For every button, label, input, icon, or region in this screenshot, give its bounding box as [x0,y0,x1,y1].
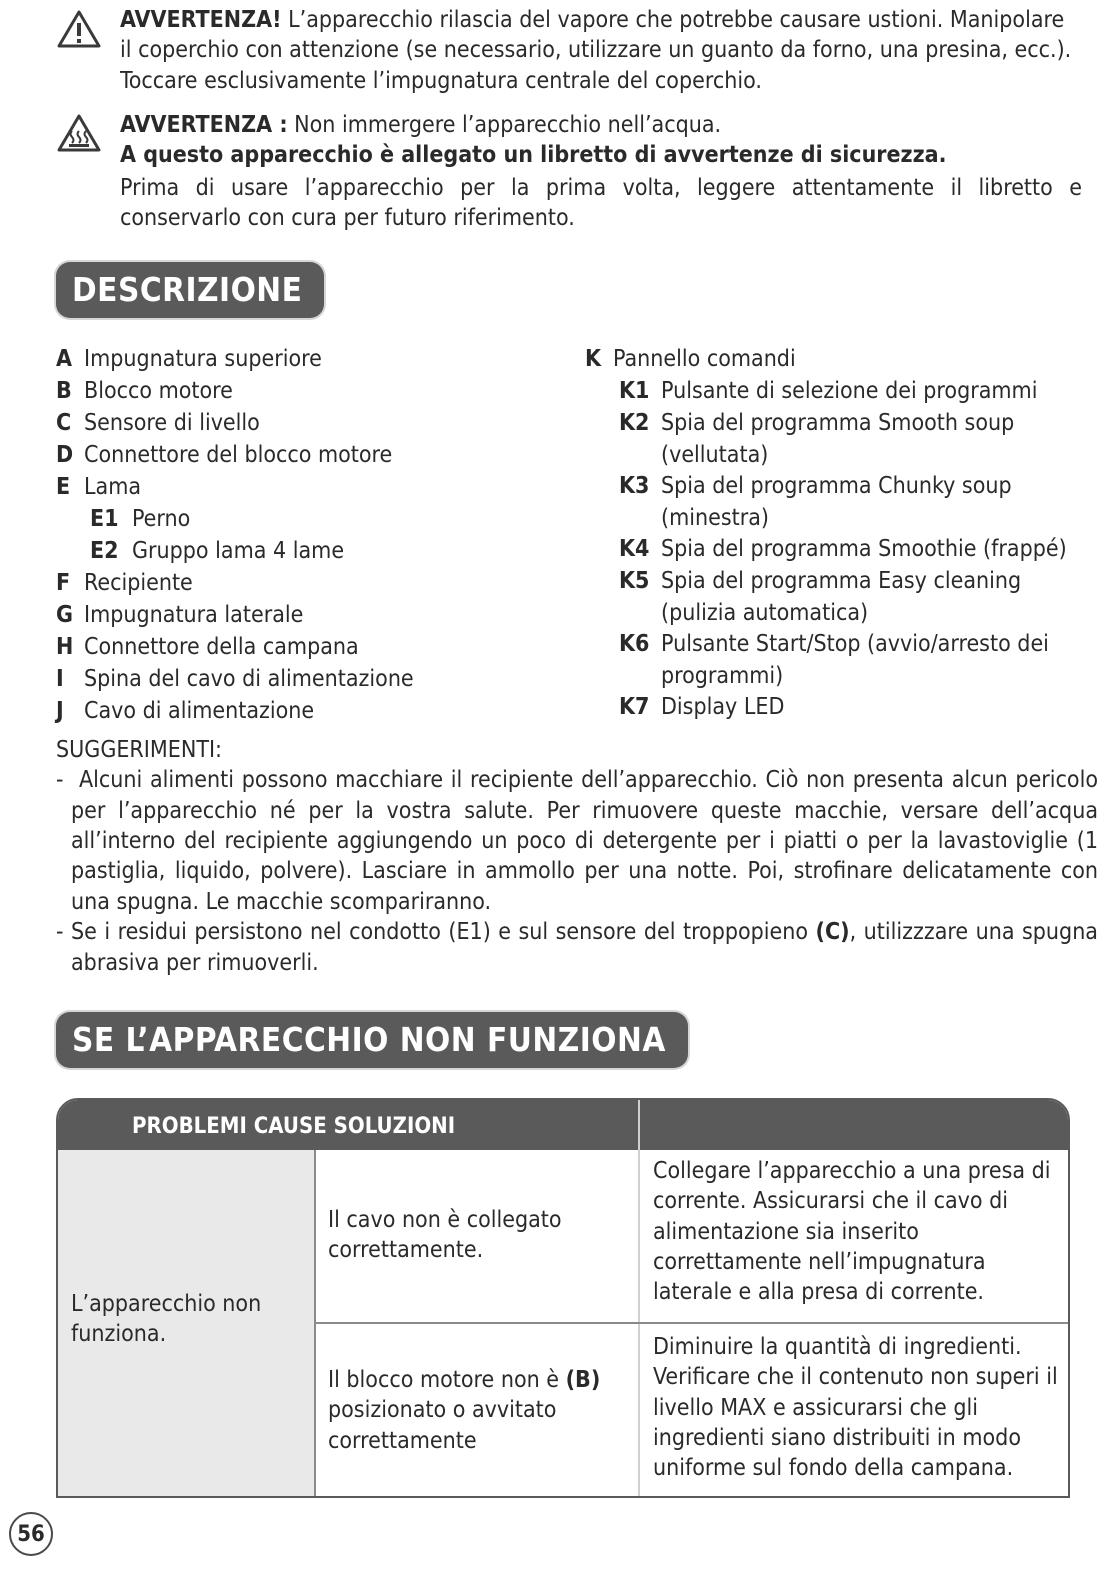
warning-2-text: Non immergere l’apparecchio nell’acqua. [287,112,722,138]
tip-2-text-a: Se i residui persistono nel condotto (E1) e sul sensore del troppopieno [71,919,816,946]
description-item-d [56,440,414,472]
description-label: Sensore di livello [84,410,260,436]
description-item-k6 [585,629,1067,661]
solution-2: Diminuire la quantità di ingredienti. Verificare che il contenuto non superi il livello MAX e assicurarsi che gli ingredienti siano distribuiti in modo uniforme sul fondo della campana. [653,1334,1058,1482]
description-key: J [56,698,64,724]
description-item-k [585,344,1067,376]
description-item-c [56,408,414,440]
description-label: Spia del programma Smooth soup [661,410,1015,436]
description-label: Blocco motore [84,378,233,404]
table-divider-1 [314,1150,316,1498]
warning-1-title: AVVERTENZA! [120,7,282,33]
description-label: Pannello comandi [613,346,796,372]
cause-1: Il cavo non è collegato correttamente. [328,1207,562,1264]
description-label: Cavo di alimentazione [84,698,315,724]
description-label: Spina del cavo di alimentazione [84,666,414,692]
description-item-j [56,696,414,728]
description-list-left [56,344,414,728]
tip-1: - Alcuni alimenti possono macchiare il recipiente dell’apparecchio. Ciò non presenta alcun pericolo per l’apparecchio né per la vostra salute. Per rimuovere queste macchie, versare dell’acqua all’interno del recipiente aggiungendo un poco di detergente per i piatti o per la lavastoviglie (1 pastiglia, liquido, polvere). Lasciare in ammollo per una notte. Poi, strofinare delicatamente con una spugna. Le macchie scompariranno. [56,767,1098,915]
cause-2-text-a: Il blocco motore non è [328,1367,566,1393]
description-key: E2 [90,538,119,564]
hot-steam-warning-icon [56,113,102,161]
description-key: K7 [619,694,650,720]
warning-2-text2: Prima di usare l’apparecchio per la prima volta, leggere attentamente il libretto e conservarlo con cura per futuro riferimento. [120,174,1082,232]
description-key: K3 [619,473,650,499]
description-key: K1 [619,378,650,404]
description-label-continuation: (minestra) [661,505,769,531]
description-key: E [56,474,71,500]
description-key: K4 [619,536,650,562]
description-label: Impugnatura laterale [84,602,304,628]
solution-1: Collegare l’apparecchio a una presa di corrente. Assicurarsi che il cavo di alimentazione sia inserito correttamente nell’impugnatura laterale e alla presa di corrente. [653,1158,1051,1306]
tips-title: SUGGERIMENTI: [56,737,223,763]
description-key: A [56,346,73,372]
description-label: Perno [132,506,191,532]
description-label: Impugnatura superiore [84,346,322,372]
description-label: Spia del programma Smoothie (frappé) [661,536,1067,562]
description-key: K [585,346,602,372]
troubleshooting-table [56,1098,1070,1498]
description-item-h [56,632,414,664]
warning-triangle-icon [56,9,102,57]
description-label-continuation: (vellutata) [661,442,769,468]
table-header [58,1100,1068,1150]
description-item-e1 [56,504,414,536]
description-item-k2 [585,408,1067,440]
cause-2-bold: (B) [565,1367,601,1393]
description-item-k3 [585,471,1067,503]
tips [56,735,1098,978]
table-row-divider [314,1322,1070,1324]
description-key: F [56,570,71,596]
description-list-right [585,344,1067,724]
description-item-continuation [585,503,1067,534]
section-title-descrizione: DESCRIZIONE [56,262,324,318]
description-item-continuation [585,661,1067,692]
description-item-continuation [585,440,1067,471]
description-key: K5 [619,568,650,594]
description-key: B [56,378,72,404]
cause-2 [328,1365,628,1456]
description-item-a [56,344,414,376]
description-label: Spia del programma Chunky soup [661,473,1012,499]
tip-2: - Se i residui persistono nel condotto (E1) e sul sensore del troppopieno (C), utilizzzare una spugna abrasiva per rimuoverli. [56,919,1098,976]
description-item-k7 [585,692,1067,724]
description-key: K6 [619,631,650,657]
description-item-k5 [585,566,1067,598]
warning-2-bold-line: A questo apparecchio è allegato un libretto di avvertenze di sicurezza. [120,142,947,169]
warning-1-text: L’apparecchio rilascia del vapore che potrebbe causare ustioni. Manipolare il coperchio con attenzione (se necessario, utilizzare un guanto da forno, una presina, ecc.). Toccare esclusivamente l’impugnatura centrale del coperchio. [120,7,1072,94]
cause-2-text-b: posizionato o avvitato correttamente [328,1397,557,1454]
description-key: D [56,442,74,468]
description-item-i [56,664,414,696]
warning-1 [120,5,1082,96]
description-label: Connettore della campana [84,634,359,660]
description-key: H [56,634,74,660]
page-number: 56 [9,1512,53,1556]
table-divider-2 [638,1100,640,1498]
description-key: C [56,410,72,436]
description-key: E1 [90,506,119,532]
description-label: Gruppo lama 4 lame [132,538,345,564]
description-label-continuation: programmi) [661,663,784,689]
description-key: G [56,602,73,628]
warning-2-title: AVVERTENZA : [120,112,288,138]
description-item-continuation [585,598,1067,629]
description-label: Connettore del blocco motore [84,442,393,468]
table-header-label: PROBLEMI CAUSE SOLUZIONI [132,1114,456,1139]
problem-text: L’apparecchio non funziona. [71,1291,262,1348]
tip-2-text-b: , utilizzzare una spugna abrasiva per rimuoverli. [71,919,1098,976]
description-item-k1 [585,376,1067,408]
description-label-continuation: (pulizia automatica) [661,600,869,626]
warning-2 [120,110,1082,233]
tip-2-bold: (C) [815,919,850,946]
description-label: Spia del programma Easy cleaning [661,568,1022,594]
description-item-b [56,376,414,408]
description-label: Display LED [661,694,785,720]
description-label: Pulsante di selezione dei programmi [661,378,1038,404]
description-key: I [56,666,64,692]
description-label: Pulsante Start/Stop (avvio/arresto dei [661,631,1049,657]
description-label: Lama [84,474,142,500]
description-key: K2 [619,410,650,436]
description-item-k4 [585,534,1067,566]
description-item-g [56,600,414,632]
description-item-e2 [56,536,414,568]
section-title-troubleshooting: SE L’APPARECCHIO NON FUNZIONA [56,1012,688,1068]
description-item-f [56,568,414,600]
description-label: Recipiente [84,570,193,596]
description-item-e [56,472,414,504]
tip-1-text: Alcuni alimenti possono macchiare il recipiente dell’apparecchio. Ciò non presenta alcun pericolo per l’apparecchio né per la vostra salute. Per rimuovere queste macchie, versare dell’acqua all’interno del recipiente aggiungendo un poco di detergente per i piatti o per la lavastoviglie (1 pastiglia, liquido, polvere). Lasciare in ammollo per una notte. Poi, strofinare delicatamente con una spugna. Le macchie scompariranno. [71,767,1098,915]
